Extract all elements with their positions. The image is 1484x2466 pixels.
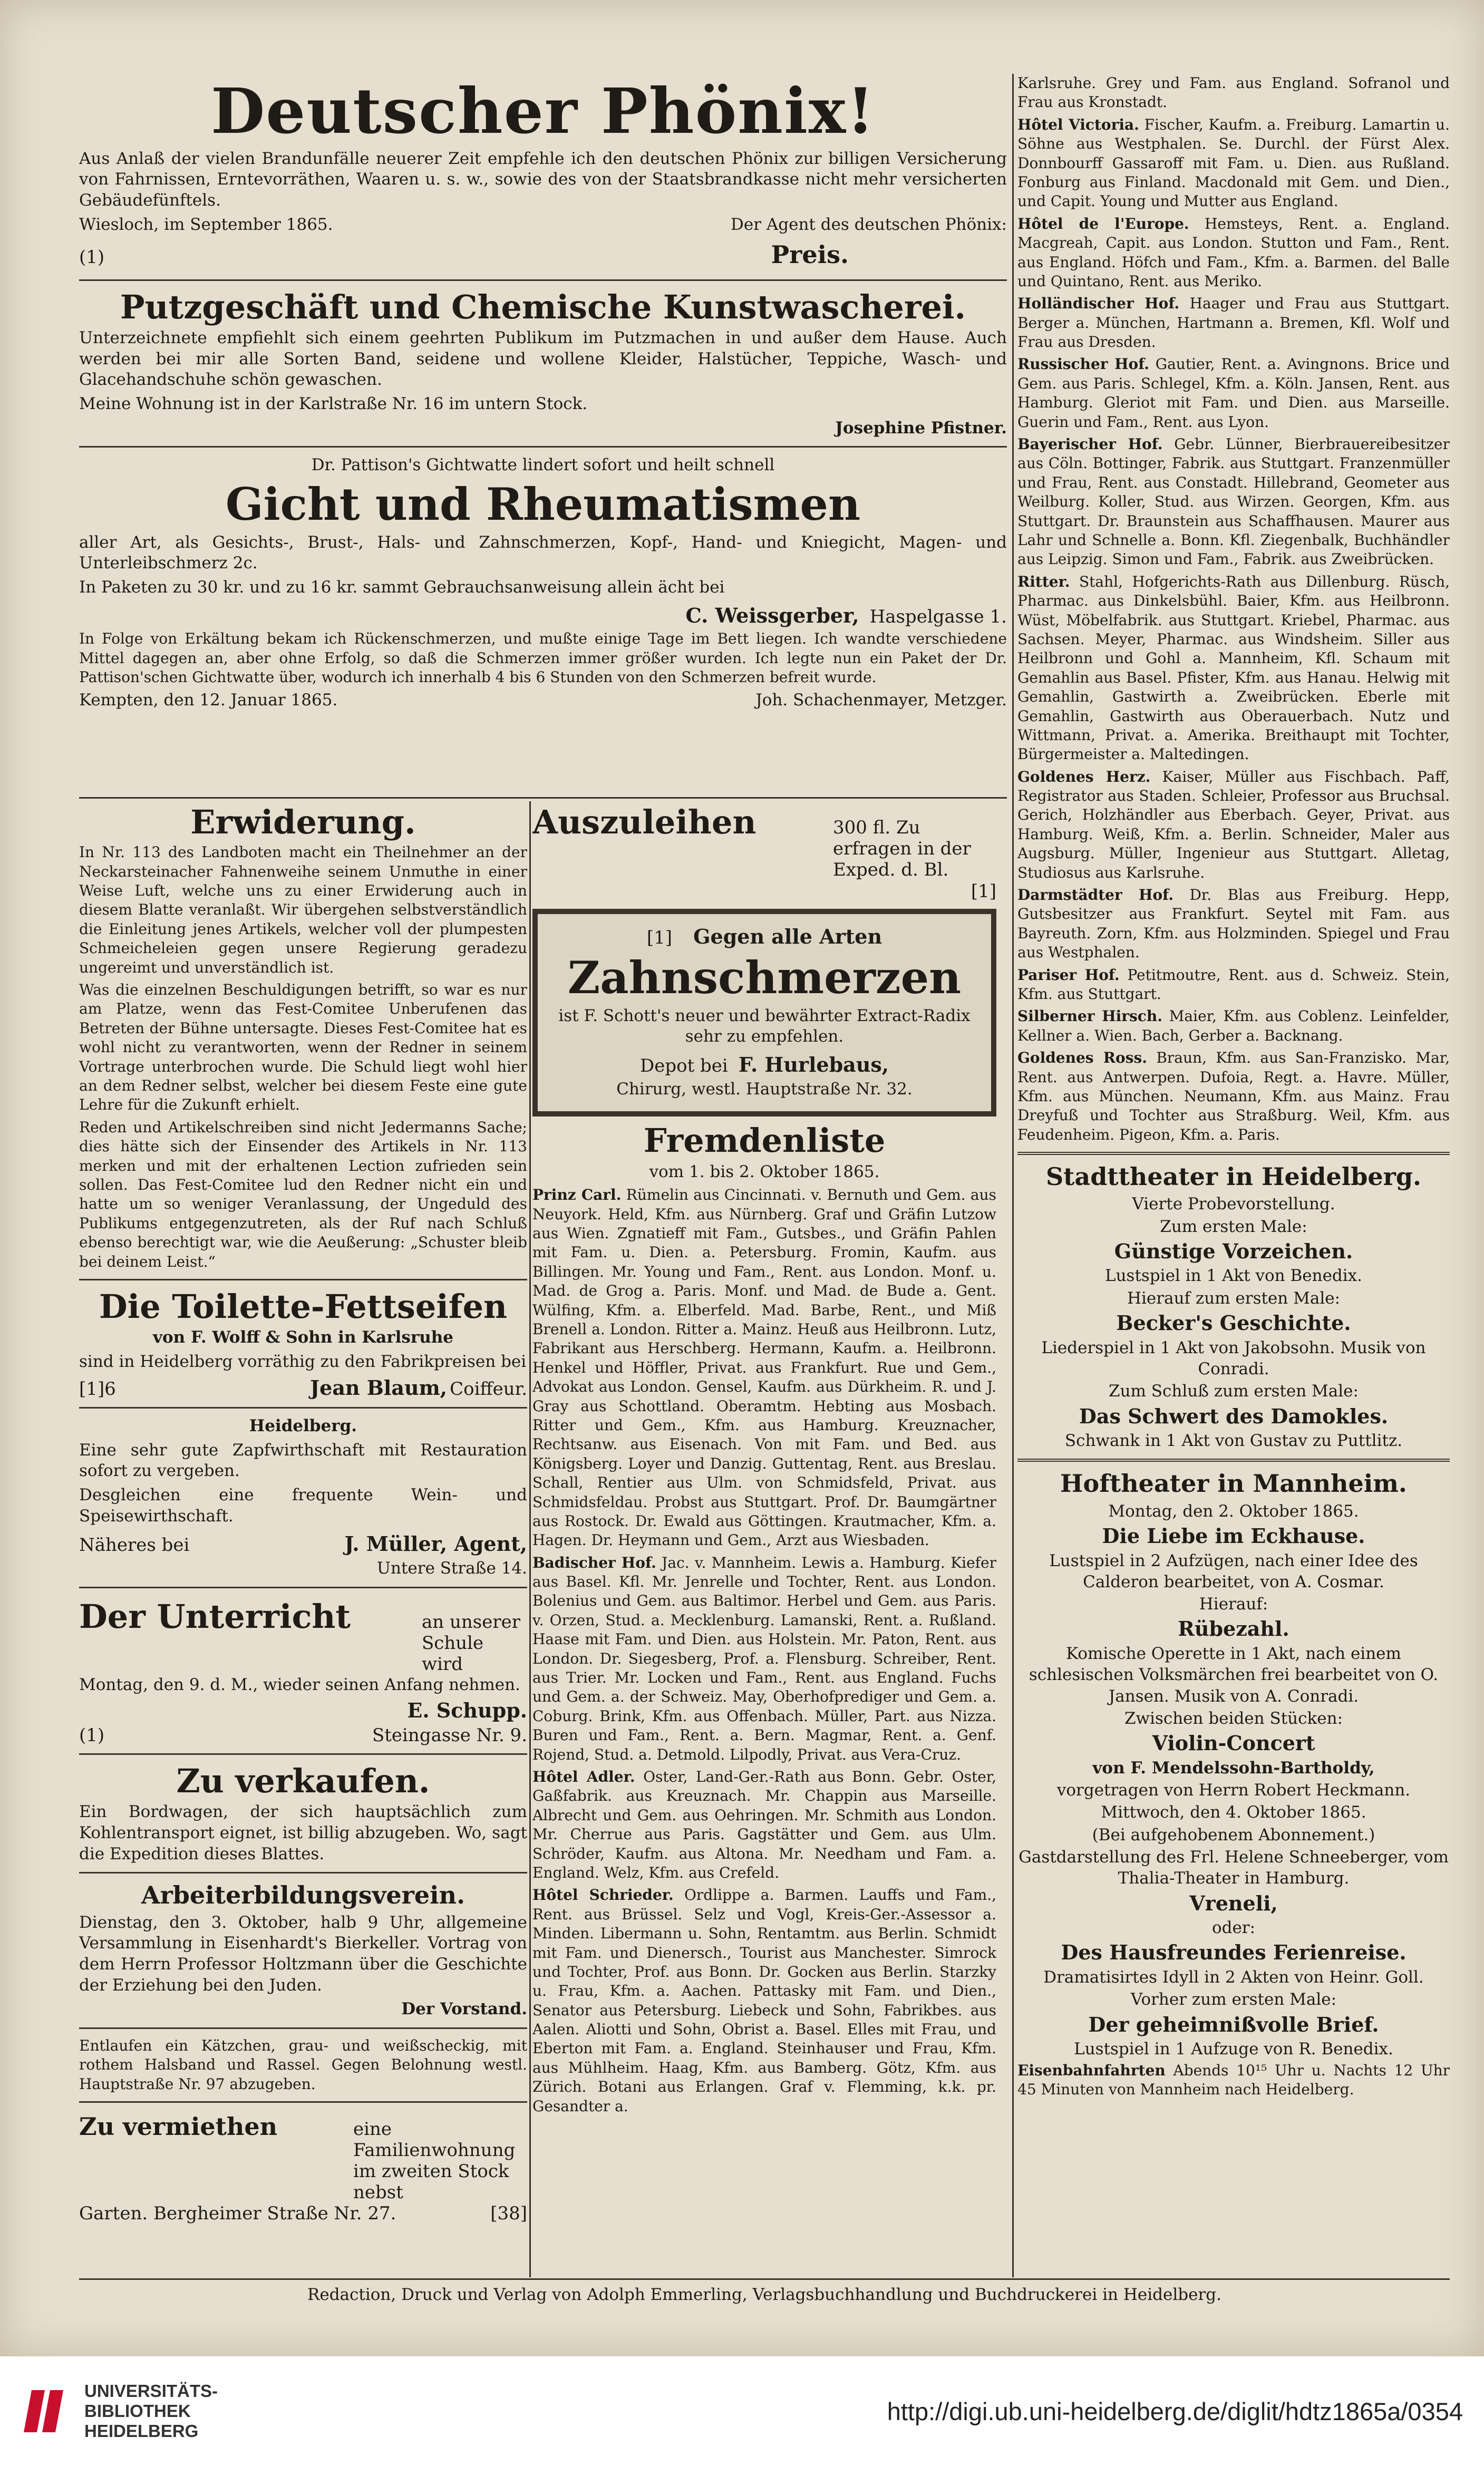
abo-note: (Bei aufgehobenem Abonnement.) <box>1092 1825 1375 1844</box>
zahn-dealer: F. Hurlebaus, <box>738 1053 889 1077</box>
play-title: Rübezahl. <box>1178 1617 1289 1641</box>
list-item <box>1017 355 1450 432</box>
middle-column <box>532 801 996 2277</box>
list-item <box>532 1554 996 1764</box>
zahn-ad-box <box>532 909 996 1117</box>
unterricht-signer: E. Schupp. <box>407 1698 527 1723</box>
erwiderung-title: Erwiderung. <box>190 803 416 841</box>
theater-text: Zum Schluß zum ersten Male: <box>1109 1382 1359 1401</box>
phoenix-agent-name: Preis. <box>771 240 849 269</box>
play-title: Vreneli, <box>1189 1891 1278 1915</box>
hotel-name: Badischer Hof. <box>532 1554 656 1571</box>
theater-text: Zum ersten Male: <box>1160 1217 1307 1236</box>
permalink-url[interactable]: http://digi.ub.uni-heidelberg.de/diglit/hdtz1865a/0354 <box>887 2397 1463 2425</box>
column-rule <box>1012 74 1014 2277</box>
hotel-name: Goldenes Herz. <box>1017 768 1151 785</box>
list-item <box>1017 294 1450 352</box>
list-item <box>1017 215 1450 292</box>
library-logo[interactable] <box>21 2381 218 2441</box>
hotel-name: Hôtel de l'Europe. <box>1017 215 1189 232</box>
zahn-depot: Depot bei <box>639 1055 728 1077</box>
guest-list: Fischer, Kaufm. a. Freiburg. Lamartin u. Söhne aus Westphalen. Se. Durchl. der Fürst Alex. Donnbourff Gassaroff mit Fam. u. Dien. aus Rußland. Fonburg aus Finland. Macdonald mit Gem. und Dien., und Capit. Young und Mutter aus England. <box>1017 115 1450 210</box>
gicht-dealer: C. Weissgerber, <box>685 603 859 627</box>
zapf-agent: J. Müller, Agent, <box>344 1532 527 1556</box>
guest-list: Stahl, Hofgerichts-Rath aus Dillenburg. Rüsch, Pharmac. aus Dinkelsbühl. Baier, Kfm. aus Heilbronn. Wüst, Möbelfabrik. aus Stuttgart. Kriebel, Pharmac. aus Sachsen. Meyer, Pharmac. aus Windsheim. Siller aus Heilbronn und Gohl a. Mannheim, Kfl. Schaum mit Gemahlin aus Basel. Pfister, Kfm. aus Hanau. Helwig mit Gemahlin, Gastwirth a. Zweibrücken. Eberle mit Gemahlin, Gastwirth aus Oberauerbach. Nutz und Wittmann, Privat. a. Amerika. Breithaupt mit Tochter, Bürgermeister a. Maltedingen. <box>1017 572 1450 763</box>
arbeiter-signer: Der Vorstand. <box>401 1999 527 2019</box>
vermiethen-title: Zu vermiethen <box>79 2112 278 2141</box>
list-item <box>1017 886 1450 963</box>
theater-date: Mittwoch, den 4. Oktober 1865. <box>1101 1803 1366 1822</box>
divider <box>79 2101 527 2103</box>
guest-list: Gautier, Rent. a. Avingnons. Brice und Gem. aus Paris. Schlegel, Kfm. a. Köln. Jansen, Rent. aus Hamburg. Gleriot mit Fam. und Dien. aus Marseille. Guerin und Fam., Rent. aus Lyon. <box>1017 355 1450 431</box>
hotel-name: Hôtel Schrieder. <box>532 1886 674 1904</box>
list-item <box>1017 768 1450 882</box>
putz-body: Unterzeichnete empfiehlt sich einem geehrten Publikum im Putzmachen in und außer dem Hause. Auch werden bei mir alle Sorten Band, seidene und wollene Kleider, Halstücher, Teppiche, Wasch- und Glacehandschuhe schön gewaschen. <box>79 328 1007 390</box>
zapf-address: Untere Straße 14. <box>376 1559 527 1578</box>
logo-line: UNIVERSITÄTS- <box>84 2381 218 2401</box>
zapf-town: Heidelberg. <box>249 1416 357 1436</box>
right-column <box>1017 74 1450 2277</box>
gicht-dealer-address: Haspelgasse 1. <box>869 606 1007 627</box>
phoenix-body: Aus Anlaß der vielen Brandunfälle neuerer Zeit empfehle ich den deutschen Phönix zur billigen Versicherung von Fahrnissen, Erntevorräthen, Waaren u. s. w., sowie des von der Staatsbrandkasse nicht mehr versicherten Gebäudefünftels. <box>79 149 1007 210</box>
guest-list: Braun, Kfm. aus San-Franzisko. Mar, Rent. aus Antwerpen. Dufoia, Regt. a. Havre. Müller, Kfm. aus München. Neumann, Kfm. aus Mainz. Frau Dreyfuß und Tochter aus Straßburg. Weil, Kfm. aus Feudenheim. Pigeon, Kfm. a. Paris. <box>1017 1049 1450 1143</box>
unterricht-title: Der Unterricht <box>79 1597 351 1636</box>
gicht-intro: Dr. Pattison's Gichtwatte lindert sofort und heilt schnell <box>311 455 775 475</box>
vermiethen-marker: [38] <box>490 2203 527 2225</box>
zahn-dealer-info: Chirurg, westl. Hauptstraße Nr. 32. <box>616 1079 913 1099</box>
play-title: Der geheimnißvolle Brief. <box>1088 2012 1379 2036</box>
theater-text: oder: <box>1211 1918 1256 1938</box>
unterricht-marker: (1) <box>79 1725 105 1746</box>
guest-list: Jac. v. Mannheim. Lewis a. Hamburg. Kiefer aus Basel. Kfl. Mr. Jenrelle und Tochter, Rent. aus London. Bolenius und Gem. aus Baltimor. Herbel und Gem. aus Paris. v. Orzen, Stud. a. Mecklenburg. Lamanski, Rent. a. Rußland. Haase mit Fam. und Dien. aus Holstein. Mr. Paton, Rent. aus London. Dr. Siegesberg, Prof. a. Flensburg. Schreiber, Rent. aus Trier. Mr. Locken und Fam., Rent. aus England. Fuchs und Gem. a. der Schweiz. May, Oberhofprediger und Gem. a. Coburg. Brink, Kfm. aus Offenbach. Müller, Part. aus Nizza. Buren und Fam., Rent. a. Bern. Magmar, Rent. a. Genf. Rojend, Stud. a. Detmold. Lilpodly, Privat. aus Vera-Cruz. <box>532 1554 996 1763</box>
play-title: Das Schwert des Damokles. <box>1079 1404 1389 1428</box>
concert-title: Violin-Concert <box>1152 1731 1315 1755</box>
zahn-marker: [1] <box>646 927 673 948</box>
play-info: Liederspiel in 1 Akt von Jakobsohn. Musik von Conradi. <box>1041 1338 1426 1378</box>
theater-text: Vorher zum ersten Male: <box>1130 1990 1337 2009</box>
list-item <box>532 1886 996 2116</box>
list-item <box>1017 572 1450 764</box>
section-rule <box>79 2278 1450 2280</box>
guest-list: Ordlippe a. Barmen. Lauffs und Fam., Rent. aus Brüssel. Selz und Vogl, Kreis-Ger.-Assessor a. Minden. Libermann u. Sohn, Rentamtm. aus Berlin. Schmidt mit Fam. und Dienersch., Tourist aus Manchester. Simrock und Tochter, Prof. aus Bonn. Dr. Gocken aus Berlin. Starzky u. Frau, Kfm. a. Aachen. Pattasky mit Fam. und Dien., Senator aus Petersburg. Liebeck und Sohn, Fabrikbes. aus Aalen. Aliotti und Sohn, Obrist a. Basel. Elles mit Frau, und Eberton mit Fam. a. England. Steinhauser und Frau, Kfm. aus Mühlheim. Haag, Kfm. aus Bamberg. Götz, Kfm. aus Zürich. Botani aus Erlangen. Graf v. Flemming, k.k. pr. Gesandter a. <box>532 1886 996 2115</box>
play-info: Lustspiel in 1 Akt von Benedix. <box>1104 1266 1363 1286</box>
guest-list: Dr. Blas aus Freiburg. Hepp, Gutsbesitzer aus Frankfurt. Seytel mit Fam. aus Bayreuth. Zorn, Kfm. aus Holzminden. Spiegel und Frau aus Westphalen. <box>1017 886 1450 962</box>
play-info: Dramatisirtes Idyll in 2 Akten von Heinr. Goll. <box>1043 1968 1424 1987</box>
play-info: Lustspiel in 2 Aufzügen, nach einer Idee des Calderon bearbeitet, von A. Cosmar. <box>1049 1551 1418 1591</box>
divider <box>1017 1459 1450 1462</box>
zapf-line1: Eine sehr gute Zapfwirthschaft mit Restauration sofort zu vergeben. <box>79 1440 527 1481</box>
ausleihen-amount: 300 fl. Zu erfragen in der Exped. d. Bl. <box>833 817 971 880</box>
toilette-seller-role: Coiffeur. <box>450 1378 527 1400</box>
verkaufen-body: Ein Bordwagen, der sich hauptsächlich zum Kohlentransport eignet, ist billig abzugeben. Wo, sagt die Expedition dieses Blattes. <box>79 1802 527 1863</box>
list-item <box>1017 115 1450 211</box>
list-item <box>1017 966 1450 1004</box>
play-title: Becker's Geschichte. <box>1116 1311 1351 1335</box>
ausleihen-marker: [1] <box>971 881 996 902</box>
list-item <box>1017 1007 1450 1045</box>
divider <box>79 1872 527 1873</box>
arbeiter-title: Arbeiterbildungsverein. <box>141 1881 465 1910</box>
concert-info: vorgetragen von Herrn Robert Heckmann. <box>1056 1781 1411 1800</box>
play-title: Des Hausfreundes Ferienreise. <box>1061 1940 1407 1965</box>
divider <box>79 1587 527 1588</box>
rail-info <box>1017 2061 1450 2100</box>
guest-list: Maier, Kfm. aus Coblenz. Leinfelder, Kellner a. Wien. Bach, Gerber a. Backnang. <box>1017 1007 1450 1044</box>
vermiethen-side: eine Familienwohnung im zweiten Stock nebst <box>353 2119 516 2203</box>
imprint: Redaction, Druck und Verlag von Adolph Emmerling, Verlagsbuchhandlung und Buchdruckerei in Heidelberg. <box>307 2285 1221 2304</box>
toilette-marker: [1]6 <box>79 1378 116 1400</box>
guest-list: Haager und Frau aus Stuttgart. Berger a. München, Hartmann a. Bremen, Kfl. Wolf und Frau aus Dresden. <box>1017 295 1450 351</box>
gicht-signer: Joh. Schachenmayer, Metzger. <box>755 691 1007 710</box>
hotel-name: Ritter. <box>1017 572 1070 590</box>
katze-body: Entlaufen ein Kätzchen, grau- und weißscheckig, mit rothem Halsband und Rassel. Gegen Belohnung westl. Hauptstraße Nr. 97 abzugeben. <box>79 2036 527 2093</box>
divider <box>79 1279 527 1280</box>
toilette-title: Die Toilette-Fettseifen <box>99 1287 508 1326</box>
divider <box>1017 1152 1450 1155</box>
gicht-testimonial: In Folge von Erkältung bekam ich Rückenschmerzen, und mußte einige Tage im Bett liegen. Ich wandte verschiedene Mittel dagegen an, aber ohne Erfolg, so daß die Schmerzen immer größer wurden. Ich legte nun ein Paket der Dr. Pattison'schen Gichtwatte über, wodurch ich innerhalb 4 bis 6 Stunden von den Schmerzen befreit wurde. <box>79 630 1007 686</box>
hotel-name: Hôtel Adler. <box>532 1768 635 1785</box>
hotel-name: Darmstädter Hof. <box>1017 886 1173 904</box>
hotel-name: Holländischer Hof. <box>1017 295 1180 313</box>
zapf-details: Näheres bei <box>79 1535 190 1556</box>
toilette-maker: von F. Wolff & Sohn in Karlsruhe <box>152 1328 454 1347</box>
erwiderung-paragraph: Was die einzelnen Beschuldigungen betrifft, so war es nur am Platze, wenn das Fest-Comitee Unberufenen das Betreten der Bühne untersagte. Dieses Fest-Comitee hat es wohl nicht zu verantworten, wenn der Redner in seinem Vortrage unterbrochen wurde. Die Schuld liegt wohl hier an dem Redner selbst, welcher bei diesem Feste eine gute Lehre für die Zukunft erhielt. <box>79 981 527 1114</box>
rail-text: Abends 10¹⁵ Uhr u. Nachts 12 Uhr 45 Minuten von Mannheim nach Heidelberg. <box>1017 2061 1450 2098</box>
divider <box>79 1753 527 1755</box>
divider <box>79 446 1007 448</box>
list-item <box>532 1186 996 1550</box>
verkaufen-title: Zu verkaufen. <box>176 1762 430 1801</box>
zapf-line2: Desgleichen eine frequente Wein- und Speisewirthschaft. <box>79 1486 527 1526</box>
viewer-footer <box>0 2356 1484 2466</box>
unterricht-body: Montag, den 9. d. M., wieder seinen Anfang nehmen. <box>79 1675 520 1694</box>
logo-line: HEIDELBERG <box>84 2421 199 2441</box>
fremdenliste-dates: vom 1. bis 2. Oktober 1865. <box>649 1162 880 1181</box>
divider <box>79 279 1007 281</box>
erwiderung-paragraph: Reden und Artikelschreiben sind nicht Jedermanns Sache; dies hätte sich der Einsender des Artikels in Nr. 113 merken und mit der erhaltenen Lection zufrieden sein sollen. Das Fest-Comitee lud den Redner nicht ein und hatte um so weniger Veranlassung, der Ungeduld des Publikums entgegenzutreten, als der Ruf nach Schluß ebenso berechtigt war, wie die Aeußerung: „Schuster bleib bei deinem Leist.“ <box>79 1118 527 1270</box>
gicht-place-date: Kempten, den 12. Januar 1865. <box>79 691 338 710</box>
putz-address: Meine Wohnung ist in der Karlstraße Nr. 16 im untern Stock. <box>79 394 588 413</box>
rail-label: Eisenbahnfahrten <box>1017 2061 1166 2079</box>
phoenix-title: Deutscher Phönix! <box>210 74 876 148</box>
list-item <box>1017 1048 1450 1144</box>
theater-text: Vierte Probevorstellung. <box>1132 1195 1335 1214</box>
gicht-body: aller Art, als Gesichts-, Brust-, Hals- und Zahnschmerzen, Kopf-, Hand- und Kniegicht, Magen- und Unterleibschmerz 2c. <box>79 532 1007 573</box>
unterricht-address: Steingasse Nr. 9. <box>372 1725 527 1746</box>
list-item <box>532 1768 996 1882</box>
ausleihen-title: Auszuleihen <box>532 803 756 841</box>
concert-composer: von F. Mendelssohn-Bartholdy, <box>1092 1758 1375 1778</box>
play-info: Komische Operette in 1 Akt, nach einem schlesischen Volksmärchen frei bearbeitet von O. Jansen. Musik von A. Conradi. <box>1029 1644 1439 1706</box>
theater-text: Hierauf: <box>1199 1595 1268 1614</box>
guest-list: Gebr. Lünner, Bierbrauereibesitzer aus Cöln. Bottinger, Fabrik. aus Stuttgart. Franzenmüller und Frau, Rent. aus Constadt. Hillebrand, Geometer aus Weilburg. Koller, Stud. aus Wirzen. Georgen, Kfm. aus Stuttgart. Dr. Braunstein aus Schaffhausen. Maurer aus Lahr und Schnelle a. Bonn. Kfl. Ziegenbalk, Buchhändler aus Leipzig. Simon und Fam., Fabrik. aus Zweibrücken. <box>1017 435 1450 568</box>
divider <box>79 1407 527 1409</box>
phoenix-agent-label: Der Agent des deutschen Phönix: <box>731 215 1007 234</box>
putz-title: Putzgeschäft und Chemische Kunstwascherei. <box>120 287 966 326</box>
toilette-seller: Jean Blaum, <box>310 1375 448 1400</box>
vermiethen-body: Garten. Bergheimer Straße Nr. 27. <box>79 2203 396 2225</box>
zahn-line2: ist F. Schott's neuer und bewährter Extract-Radix sehr zu empfehlen. <box>558 1006 971 1046</box>
logo-line: BIBLIOTHEK <box>84 2401 191 2421</box>
theater-date: Montag, den 2. Oktober 1865. <box>1108 1501 1359 1521</box>
zahn-line1: Gegen alle Arten <box>693 924 882 948</box>
hotel-name: Pariser Hof. <box>1017 966 1120 984</box>
list-item <box>1017 435 1450 569</box>
column-rule <box>529 801 531 2277</box>
guest-list: Petitmoutre, Rent. aus d. Schweiz. Stein, Kfm. aus Stuttgart. <box>1017 966 1450 1003</box>
play-title: Günstige Vorzeichen. <box>1114 1239 1353 1263</box>
theater-text: Hierauf zum ersten Male: <box>1127 1288 1341 1308</box>
hotel-name: Silberner Hirsch. <box>1017 1007 1162 1025</box>
hotel-name: Russischer Hof. <box>1017 355 1150 373</box>
toilette-body: sind in Heidelberg vorräthig zu den Fabrikpreisen bei <box>79 1352 527 1371</box>
list-intro: Karlsruhe. Grey und Fam. aus England. Sofranol und Frau aus Kronstadt. <box>1017 74 1450 111</box>
library-logo-icon <box>21 2385 74 2438</box>
phoenix-marker: (1) <box>79 247 105 268</box>
putz-signature: Josephine Pfistner. <box>835 418 1007 438</box>
theater-text: Zwischen beiden Stücken: <box>1124 1708 1343 1728</box>
left-column <box>79 801 527 2277</box>
play-title: Die Liebe im Eckhause. <box>1102 1523 1365 1548</box>
hotel-name: Goldenes Ross. <box>1017 1049 1147 1067</box>
erwiderung-paragraph: In Nr. 113 des Landboten macht ein Theilnehmer an der Neckarsteinacher Fahnenweihe seinem Unmuthe in einer Weise Luft, welche uns zu einer Erwiderung auch in diesem Blatte veranlaßt. Wir übergehen selbstverständlich die Einleitung jenes Artikels, welcher voll der plumpesten Schmeicheleien gegen unsere Regierung geradezu ungereimt und unverständlich ist. <box>79 843 527 976</box>
guest-list: Hemsteys, Rent. a. England. Macgreah, Capit. aus London. Stutton und Fam., Rent. aus England. Höfch und Fam., Kfm. a. Barmen. del Balle und Quintano, Rent. aus Meriko. <box>1017 215 1450 290</box>
guest-list: Oster, Land-Ger.-Rath aus Bonn. Gebr. Oster, Gaßfabrik. aus Kreuznach. Mr. Chappin aus Marseille. Albrecht und Gem. aus Oehringen. Mr. Schmith aus London. Mr. Cherrue aus Paris. Gagstätter und Gem. aus Ulm. Schröder, Kaufm. aus Altona. Mr. Needham und Fam. a. England. Welz, Kfm. aus Crefeld. <box>532 1768 996 1881</box>
hotel-name: Bayerischer Hof. <box>1017 435 1163 453</box>
stadttheater-title: Stadttheater in Heidelberg. <box>1045 1162 1422 1191</box>
fremdenliste-title: Fremdenliste <box>643 1121 886 1160</box>
divider <box>79 2027 527 2029</box>
hotel-name: Hôtel Victoria. <box>1017 115 1139 133</box>
gicht-packets: In Paketen zu 30 kr. und zu 16 kr. sammt Gebrauchsanweisung allein ächt bei <box>79 577 725 597</box>
arbeiter-body: Dienstag, den 3. Oktober, halb 9 Uhr, allgemeine Versammlung in Eisenhardt's Bierkeller. Vortrag von dem Herrn Professor Holtzmann über die Geschichte der Erziehung bei den Juden. <box>79 1912 527 1995</box>
hoftheater-title: Hoftheater in Mannheim. <box>1060 1469 1407 1498</box>
guest-list: Kaiser, Müller aus Fischbach. Paff, Registrator aus Staden. Schleier, Professor aus Bruchsal. Gerich, Holzhändler aus Eberbach. Geyer, Privat. aus Hamburg. Weiß, Kfm. a. Berlin. Schneider, Maler aus Augsburg. Müller, Ingenieur aus Stuttgart. Alletag, Studiosus aus Karlsruhe. <box>1017 768 1450 881</box>
top-left-section <box>79 74 1007 801</box>
hotel-name: Prinz Carl. <box>532 1186 622 1204</box>
unterricht-side: an unserer Schule wird <box>422 1611 520 1675</box>
zahn-title: Zahnschmerzen <box>567 952 962 1004</box>
guest-info: Gastdarstellung des Frl. Helene Schneeberger, vom Thalia-Theater in Hamburg. <box>1019 1847 1449 1888</box>
guest-list: Rümelin aus Cincinnati. v. Bernuth und Gem. aus Neuyork. Held, Kfm. aus Nürnberg. Graf und Gräfin Lutzow aus Wien. Zgnatieff mit Fam., Gutsbes., und Gräfin Pahlen mit Fam. u. Dien. a. Petersburg. Fromin, Kaufm. aus Billingen. Mr. Young und Fam., Rent. aus London. Monf. u. Mad. de Grog a. Paris. Monf. und Mad. de Bude a. Gent. Wülfing, Kfm. a. Elberfeld. Mad. Barbe, Rent., und Miß Brenell a. London. Ritter a. Mainz. Heuß aus Heilbronn. Lutz, Fabrikant aus Herschberg. Hermann, Kaufm. a. Heilbronn. Henkel und Höffler, Privat. aus Frankfurt. Rue und Gem., Advokat aus London. Gensel, Kaufm. aus Dürkheim. R. und J. Gray aus Schottland. Oberamtm. Hebting aus Mosbach. Ritter und Gem., Kfm. aus Hamburg. Kreuznacher, Rechtsanw. aus Eisenach. Von mit Fam. und Bed. aus Königsberg. Loyer und Danzig. Guttentag, Rent. aus Breslau. Schall, Rentier aus Ulm. von Schmidsfeld, Privat. aus Schmidsfeldau. Probst aus Stuttgart. Prof. Dr. Baumgärtner aus Rostock. Dr. Ewald aus Göttingen. Krautmacher, Kfm. a. Hagen. Dr. Heymann und Gem., Arzt aus Wiesbaden. <box>532 1186 996 1549</box>
play-info: Schwank in 1 Akt von Gustav zu Puttlitz. <box>1064 1431 1403 1451</box>
section-rule <box>79 797 1007 799</box>
play-info: Lustspiel in 1 Aufzuge von R. Benedix. <box>1074 2040 1393 2059</box>
gicht-title: Gicht und Rheumatismen <box>225 478 861 530</box>
phoenix-place-date: Wiesloch, im September 1865. <box>79 215 333 234</box>
